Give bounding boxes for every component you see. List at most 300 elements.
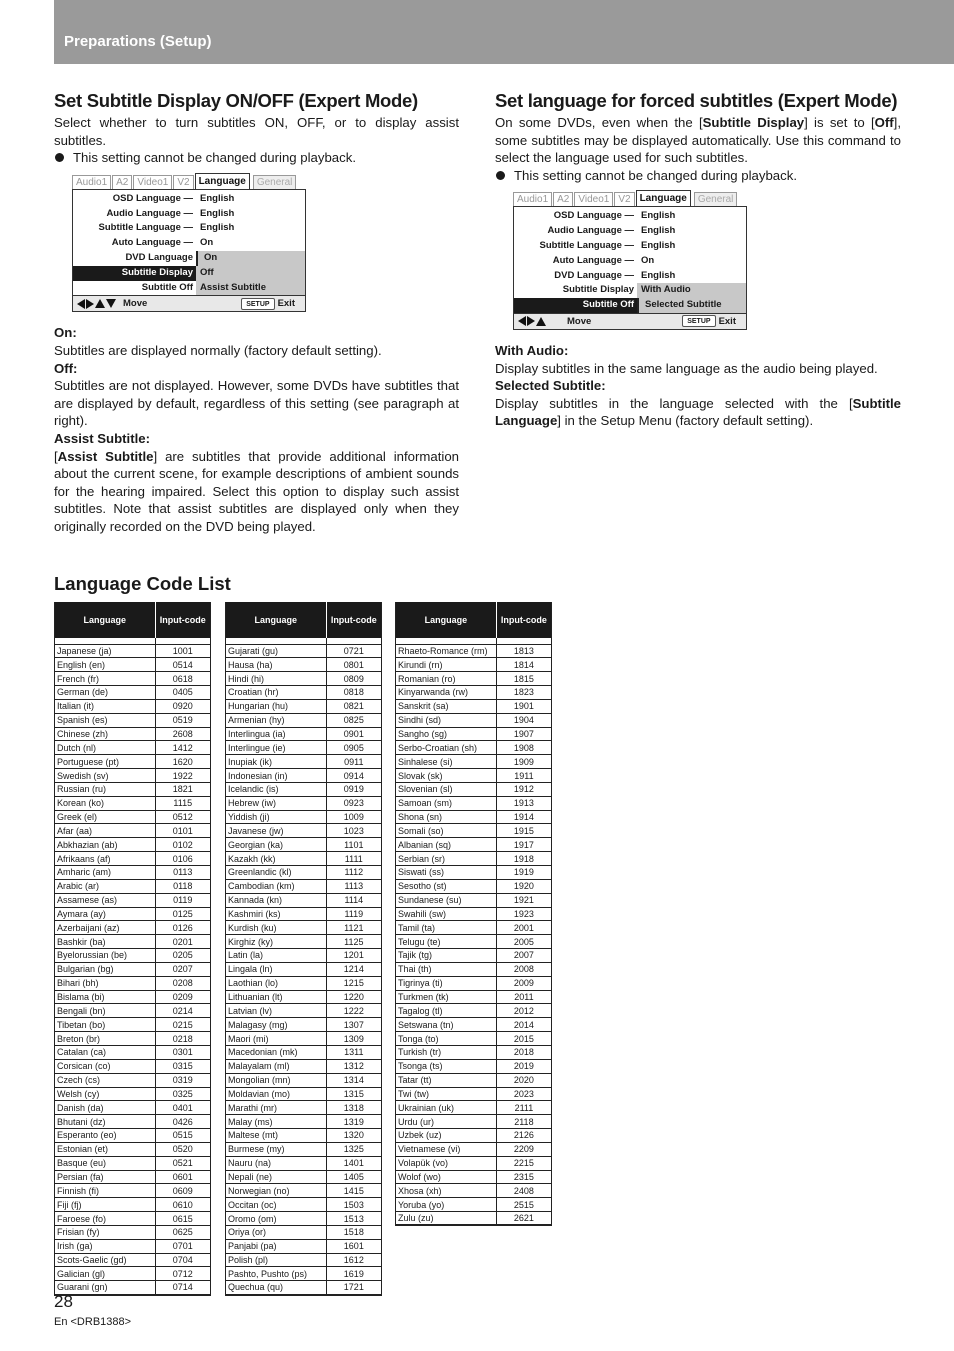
input-code: 1721: [326, 1281, 381, 1295]
language-name: Tamil (ta): [396, 921, 497, 935]
osd-tabs: [72, 173, 306, 189]
table-row: [226, 1198, 382, 1212]
table-row: [55, 907, 211, 921]
osd-tab-v2: V2: [614, 192, 634, 206]
language-name: Kannada (kn): [226, 893, 327, 907]
language-name: Moldavian (mo): [226, 1087, 327, 1101]
input-code: 0712: [155, 1267, 210, 1281]
table-row: [226, 1087, 382, 1101]
table-row: [396, 824, 552, 838]
table-row: [55, 838, 211, 852]
table-row: [55, 1156, 211, 1170]
language-name: Vietnamese (vi): [396, 1142, 497, 1156]
input-code: 0818: [326, 686, 381, 700]
input-code: 0520: [155, 1142, 210, 1156]
document-code: En <DRB1388>: [54, 1316, 132, 1328]
input-code: 1815: [496, 672, 551, 686]
language-name: Bengali (bn): [55, 1004, 156, 1018]
assist-subtitle-text: ] are subtitles that provide additional information about the current scene, for example descriptions of ambient sounds for the hearing impaired. Select this option to display such assist subtitles. Note that assist subtitles are displayed only when they originally recorded on the DVD being played.: [54, 448, 459, 534]
table-row: [55, 1142, 211, 1156]
input-code: 0911: [326, 755, 381, 769]
table-row: [55, 866, 211, 880]
language-name: Turkmen (tk): [396, 990, 497, 1004]
table-row: [226, 1073, 382, 1087]
language-name: Siswati (ss): [396, 866, 497, 880]
osd-setting-value: Off: [196, 266, 305, 281]
language-name: Latin (la): [226, 949, 327, 963]
language-name: Estonian (et): [55, 1142, 156, 1156]
table-row: [226, 1101, 382, 1115]
input-code: 0118: [155, 879, 210, 893]
osd-setting-row: [514, 269, 746, 284]
input-code: 1119: [326, 907, 381, 921]
language-code-table-1: [54, 602, 211, 1296]
table-row: [226, 1156, 382, 1170]
input-code: 0920: [155, 699, 210, 713]
osd-panel: [72, 189, 306, 313]
osd-setting-row: [73, 251, 305, 266]
input-code: 1312: [326, 1059, 381, 1073]
bullet-icon: [496, 171, 505, 180]
osd-setting-value: English: [641, 239, 676, 251]
table-row: [396, 1170, 552, 1184]
osd-language-menu: [72, 173, 306, 313]
selected-subtitle-description: Display subtitles in the language selected with the [Subtitle Language] in the Setup Menu (factory default setting).: [495, 395, 901, 429]
input-code: 1114: [326, 893, 381, 907]
language-name: Chinese (zh): [55, 727, 156, 741]
input-code: 1215: [326, 976, 381, 990]
input-code: 1813: [496, 644, 551, 658]
arrow-keys-icon: [77, 299, 117, 309]
input-code: 1620: [155, 755, 210, 769]
input-code: 2023: [496, 1087, 551, 1101]
language-name: Bulgarian (bg): [55, 962, 156, 976]
language-name: Persian (fa): [55, 1170, 156, 1184]
language-name: Kurdish (ku): [226, 921, 327, 935]
osd-tab-v2: V2: [173, 175, 193, 189]
input-code: 0208: [155, 976, 210, 990]
table-row: [226, 838, 382, 852]
input-code: 2012: [496, 1004, 551, 1018]
language-name: Azerbaijani (az): [55, 921, 156, 935]
input-code: 0801: [326, 658, 381, 672]
input-code: 1919: [496, 866, 551, 880]
language-name: Ukrainian (uk): [396, 1101, 497, 1115]
language-name: Tonga (to): [396, 1032, 497, 1046]
language-name: Cambodian (km): [226, 879, 327, 893]
language-name: Xhosa (xh): [396, 1184, 497, 1198]
osd-panel: [513, 206, 747, 330]
table-row: [55, 1239, 211, 1253]
language-name: Sanskrit (sa): [396, 699, 497, 713]
language-name: Dutch (nl): [55, 741, 156, 755]
osd-tabs: [513, 190, 747, 206]
input-code: 1309: [326, 1032, 381, 1046]
osd-setting-row: [73, 266, 305, 281]
osd-tab-language: Language: [195, 173, 250, 189]
table-row: [226, 686, 382, 700]
table-row: [226, 796, 382, 810]
table-row: [396, 893, 552, 907]
table-row: [396, 810, 552, 824]
language-name: Nauru (na): [226, 1156, 327, 1170]
table-row: [55, 713, 211, 727]
osd-setting-value: On: [200, 237, 214, 249]
table-row: [55, 1045, 211, 1059]
language-name: Sesotho (st): [396, 879, 497, 893]
table-row: [226, 1032, 382, 1046]
subtitle-display-section: [54, 90, 459, 535]
input-code: 0207: [155, 962, 210, 976]
table-row: [55, 1281, 211, 1295]
language-name: Portuguese (pt): [55, 755, 156, 769]
table-row: [55, 976, 211, 990]
language-name: Rhaeto-Romance (rm): [396, 644, 497, 658]
input-code: 0610: [155, 1198, 210, 1212]
language-name: Aymara (ay): [55, 907, 156, 921]
language-code-list-title: Language Code List: [54, 573, 231, 594]
table-row: [55, 741, 211, 755]
table-row: [55, 1073, 211, 1087]
language-name: Corsican (co): [55, 1059, 156, 1073]
osd-setting-row: [73, 192, 305, 207]
input-code: 0512: [155, 810, 210, 824]
input-code: 1325: [326, 1142, 381, 1156]
input-code: 0401: [155, 1101, 210, 1115]
table-row: [226, 879, 382, 893]
input-code: 0214: [155, 1004, 210, 1018]
table-row: [55, 962, 211, 976]
osd-setting-value: English: [200, 222, 235, 234]
osd-tab-audio1: Audio1: [513, 192, 552, 206]
input-code: 1513: [326, 1212, 381, 1226]
input-code: 1503: [326, 1198, 381, 1212]
table-row: [396, 699, 552, 713]
osd-move-label: Move: [567, 315, 592, 327]
language-name: Zulu (zu): [396, 1212, 497, 1226]
osd-tab-audio1: Audio1: [72, 175, 111, 189]
language-name: Serbo-Croatian (sh): [396, 741, 497, 755]
language-name: Kashmiri (ks): [226, 907, 327, 921]
table-row: [396, 1101, 552, 1115]
table-row: [55, 810, 211, 824]
language-name: Marathi (mr): [226, 1101, 327, 1115]
input-code: 0825: [326, 713, 381, 727]
language-name: Polish (pl): [226, 1253, 327, 1267]
language-name: Yoruba (yo): [396, 1198, 497, 1212]
input-code: 2020: [496, 1073, 551, 1087]
table-row: [226, 824, 382, 838]
input-code: 0514: [155, 658, 210, 672]
table-row: [396, 1129, 552, 1143]
input-code: 0315: [155, 1059, 210, 1073]
language-name: Kinyarwanda (rw): [396, 686, 497, 700]
osd-setting-name: Audio Language —: [106, 207, 193, 219]
language-name: Hungarian (hu): [226, 699, 327, 713]
table-row: [55, 1225, 211, 1239]
input-code: 0618: [155, 672, 210, 686]
input-code: 0721: [326, 644, 381, 658]
osd-setting-row: [514, 283, 746, 298]
input-code: 1112: [326, 866, 381, 880]
table-row: [55, 796, 211, 810]
input-code: 2215: [496, 1156, 551, 1170]
forced-subtitles-intro: On some DVDs, even when the [Subtitle Display] is set to [Off], some subtitles may be displayed automatically. Use this command to select the language used for such subtitles.: [495, 115, 901, 166]
osd-setting-row: [514, 239, 746, 254]
osd-setting-row: [73, 281, 305, 296]
osd-setting-row: [514, 209, 746, 224]
language-name: Tsonga (ts): [396, 1059, 497, 1073]
table-row: [396, 976, 552, 990]
table-row: [55, 893, 211, 907]
language-name: Bihari (bh): [55, 976, 156, 990]
input-code: 1917: [496, 838, 551, 852]
language-name: Hausa (ha): [226, 658, 327, 672]
osd-setting-row: [514, 224, 746, 239]
table-row: [55, 1032, 211, 1046]
language-code-table-2: [225, 602, 382, 1296]
on-term: On:: [54, 325, 77, 341]
osd-setting-value: English: [200, 207, 235, 219]
osd-tab-language: Language: [636, 190, 691, 206]
language-name: Amharic (am): [55, 866, 156, 880]
table-row: [55, 1253, 211, 1267]
table-row: [226, 672, 382, 686]
table-row: [226, 893, 382, 907]
osd-language-menu: [513, 190, 747, 330]
table-row: [396, 1073, 552, 1087]
language-name: Hebrew (iw): [226, 796, 327, 810]
input-code: 1918: [496, 852, 551, 866]
table-row: [396, 796, 552, 810]
input-code: 1904: [496, 713, 551, 727]
off-description: Subtitles are not displayed. However, some DVDs have subtitles that are displayed by default, regardless of this setting (see paragraph at right).: [54, 378, 459, 429]
input-code: 1314: [326, 1073, 381, 1087]
osd-setting-row: [73, 236, 305, 251]
playback-note: [54, 149, 459, 167]
language-name: Nepali (ne): [226, 1170, 327, 1184]
input-code: 0426: [155, 1115, 210, 1129]
language-name: Romanian (ro): [396, 672, 497, 686]
table-row: [226, 713, 382, 727]
input-code: 2408: [496, 1184, 551, 1198]
osd-setting-value: English: [200, 192, 235, 204]
col-header-code: Input-code: [155, 602, 210, 638]
input-code: 0914: [326, 769, 381, 783]
osd-setting-value: English: [641, 225, 676, 237]
table-row: [396, 1142, 552, 1156]
osd-tab-a2: A2: [112, 175, 132, 189]
input-code: 1915: [496, 824, 551, 838]
input-code: 0809: [326, 672, 381, 686]
table-row: [396, 949, 552, 963]
assist-subtitle-description: [Assist Subtitle] are subtitles that provide additional information about the current scene, for example descriptions of ambient sounds for the hearing impaired. Select this option to display such assist subtitles. Note that assist subtitles are displayed only when they originally recorded on the DVD being played.: [54, 448, 459, 534]
input-code: 1320: [326, 1129, 381, 1143]
osd-setting-name: Auto Language —: [552, 254, 634, 266]
arrow-keys-icon: [518, 316, 547, 326]
language-name: Maltese (mt): [226, 1129, 327, 1143]
input-code: 1923: [496, 907, 551, 921]
table-row: [55, 935, 211, 949]
with-audio-term: With Audio:: [495, 342, 569, 358]
language-name: Greek (el): [55, 810, 156, 824]
table-row: [396, 1212, 552, 1226]
table-row: [226, 976, 382, 990]
input-code: 1121: [326, 921, 381, 935]
osd-tab-general: General: [694, 192, 738, 206]
table-row: [396, 1156, 552, 1170]
language-name: Italian (it): [55, 699, 156, 713]
language-name: Malayalam (ml): [226, 1059, 327, 1073]
table-row: [55, 921, 211, 935]
osd-tab-a2: A2: [553, 192, 573, 206]
table-row: [226, 949, 382, 963]
table-row: [396, 962, 552, 976]
input-code: 0405: [155, 686, 210, 700]
language-name: Galician (gl): [55, 1267, 156, 1281]
language-name: Fiji (fj): [55, 1198, 156, 1212]
language-name: Lithuanian (lt): [226, 990, 327, 1004]
input-code: 0126: [155, 921, 210, 935]
input-code: 2608: [155, 727, 210, 741]
language-name: Interlingua (ia): [226, 727, 327, 741]
language-name: Bhutani (dz): [55, 1115, 156, 1129]
input-code: 2008: [496, 962, 551, 976]
input-code: 0919: [326, 782, 381, 796]
language-name: Kazakh (kk): [226, 852, 327, 866]
language-name: Laothian (lo): [226, 976, 327, 990]
input-code: 1518: [326, 1225, 381, 1239]
input-code: 2209: [496, 1142, 551, 1156]
table-row: [226, 866, 382, 880]
table-row: [396, 935, 552, 949]
input-code: 1612: [326, 1253, 381, 1267]
input-code: 0205: [155, 949, 210, 963]
language-name: Breton (br): [55, 1032, 156, 1046]
input-code: 0519: [155, 713, 210, 727]
setup-key-icon: SETUP: [241, 298, 274, 310]
table-row: [226, 644, 382, 658]
input-code: 1921: [496, 893, 551, 907]
language-name: Telugu (te): [396, 935, 497, 949]
table-row: [226, 1045, 382, 1059]
language-name: Wolof (wo): [396, 1170, 497, 1184]
input-code: 2018: [496, 1045, 551, 1059]
table-row: [55, 1198, 211, 1212]
table-row: [396, 672, 552, 686]
input-code: 0714: [155, 1281, 210, 1295]
table-row: [55, 769, 211, 783]
input-code: 1909: [496, 755, 551, 769]
osd-setting-name: Auto Language —: [111, 237, 193, 249]
table-row: [55, 1059, 211, 1073]
table-row: [55, 755, 211, 769]
table-row: [55, 990, 211, 1004]
language-name: Occitan (oc): [226, 1198, 327, 1212]
table-row: [226, 1115, 382, 1129]
table-row: [55, 1184, 211, 1198]
osd-exit-label: Exit: [277, 298, 295, 310]
language-name: Assamese (as): [55, 893, 156, 907]
language-name: Byelorussian (be): [55, 949, 156, 963]
language-name: Maori (mi): [226, 1032, 327, 1046]
input-code: 1401: [326, 1156, 381, 1170]
language-name: Mongolian (mn): [226, 1073, 327, 1087]
table-row: [55, 1129, 211, 1143]
language-name: Kirundi (rn): [396, 658, 497, 672]
table-row: [226, 962, 382, 976]
language-name: Abkhazian (ab): [55, 838, 156, 852]
table-row: [55, 852, 211, 866]
input-code: 1113: [326, 879, 381, 893]
input-code: 0102: [155, 838, 210, 852]
input-code: 2009: [496, 976, 551, 990]
table-row: [55, 699, 211, 713]
input-code: 2005: [496, 935, 551, 949]
input-code: 0101: [155, 824, 210, 838]
subtitle-display-heading: Set Subtitle Display ON/OFF (Expert Mode): [54, 90, 418, 111]
table-row: [396, 686, 552, 700]
table-row: [226, 1059, 382, 1073]
table-row: [396, 769, 552, 783]
table-row: [55, 658, 211, 672]
osd-setting-name: Audio Language —: [547, 225, 634, 237]
language-name: French (fr): [55, 672, 156, 686]
osd-setting-name: Subtitle Off: [141, 281, 193, 293]
table-row: [55, 1004, 211, 1018]
table-row: [226, 699, 382, 713]
language-name: Slovak (sk): [396, 769, 497, 783]
language-name: Sindhi (sd): [396, 713, 497, 727]
table-row: [55, 1267, 211, 1281]
input-code: 1821: [155, 782, 210, 796]
osd-tab-general: General: [253, 175, 297, 189]
language-name: Czech (cs): [55, 1073, 156, 1087]
language-name: Irish (ga): [55, 1239, 156, 1253]
table-row: [226, 1239, 382, 1253]
language-name: Pashto, Pushto (ps): [226, 1267, 327, 1281]
language-name: Malay (ms): [226, 1115, 327, 1129]
input-code: 0625: [155, 1225, 210, 1239]
input-code: 0301: [155, 1045, 210, 1059]
language-name: Urdu (ur): [396, 1115, 497, 1129]
input-code: 2001: [496, 921, 551, 935]
language-name: Javanese (jw): [226, 824, 327, 838]
table-row: [55, 686, 211, 700]
input-code: 0125: [155, 907, 210, 921]
input-code: 2111: [496, 1101, 551, 1115]
table-row: [396, 782, 552, 796]
table-row: [55, 782, 211, 796]
table-row: [396, 1184, 552, 1198]
osd-footer: [73, 295, 305, 311]
language-name: Greenlandic (kl): [226, 866, 327, 880]
table-row: [55, 1170, 211, 1184]
table-row: [55, 644, 211, 658]
table-row: [396, 1032, 552, 1046]
table-row: [226, 1129, 382, 1143]
language-name: Welsh (cy): [55, 1087, 156, 1101]
osd-setting-row: [73, 207, 305, 222]
input-code: 0901: [326, 727, 381, 741]
table-row: [226, 1142, 382, 1156]
input-code: 1115: [155, 796, 210, 810]
input-code: 1214: [326, 962, 381, 976]
table-row: [226, 1018, 382, 1032]
with-audio-description: Display subtitles in the same language as the audio being played.: [495, 360, 878, 376]
playback-note-text: This setting cannot be changed during playback.: [514, 167, 797, 183]
language-name: Finnish (fi): [55, 1184, 156, 1198]
